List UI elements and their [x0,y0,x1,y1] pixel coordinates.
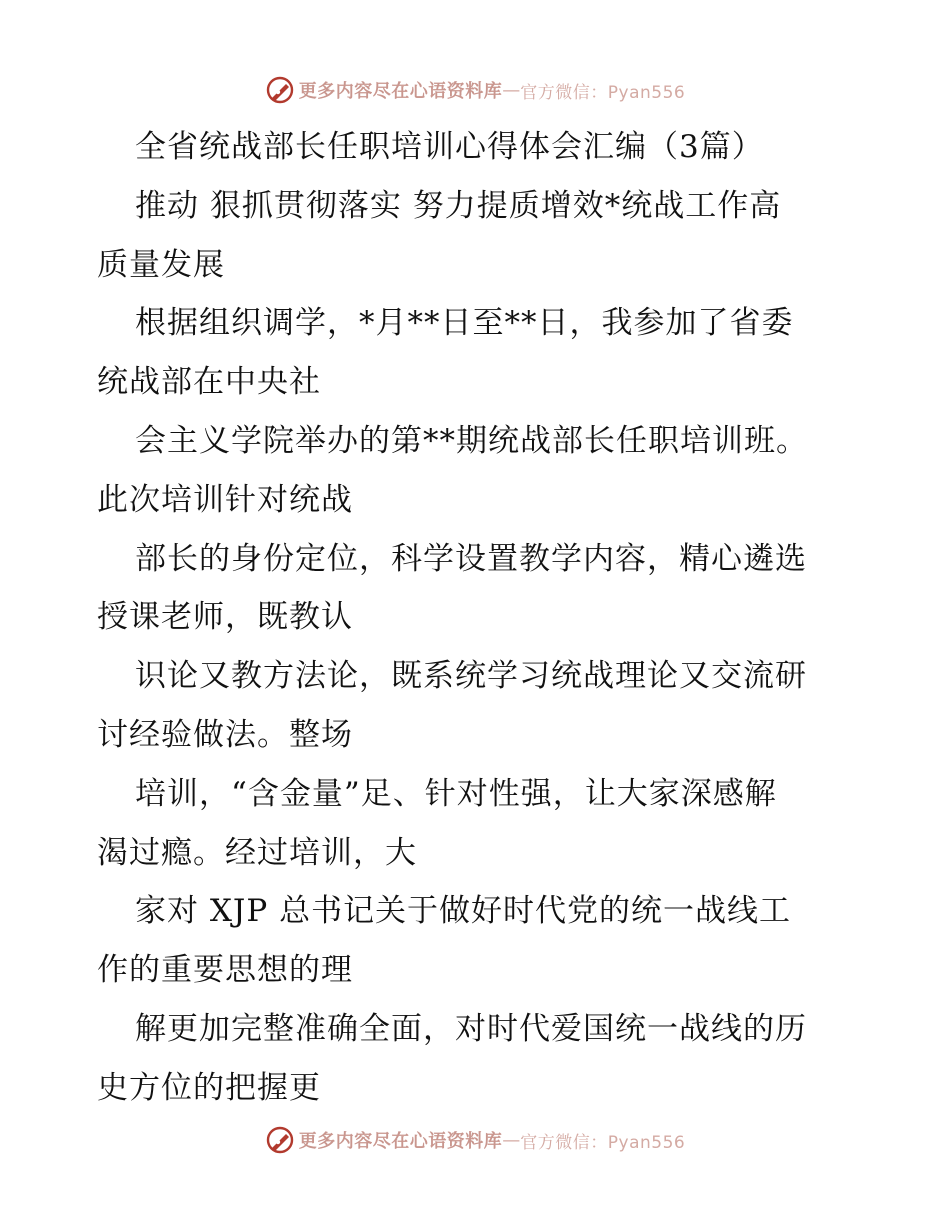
watermark-wechat-text: 官方微信：Pyan556 [520,1132,686,1153]
paragraph-line: 渴过瘾。经过培训，大 [97,834,417,871]
footer-watermark [0,1120,950,1160]
pen-logo-icon [265,75,295,105]
watermark-brand-text: 更多内容尽在心语资料库 [298,81,503,102]
header-watermark [0,70,950,110]
paragraph-line: 推动 狠抓贯彻落实 努力提质增效*统战工作高 [135,187,782,224]
paragraph-line: 此次培训针对统战 [97,481,353,518]
paragraph-line: 授课老师，既教认 [97,599,353,636]
paragraph-line: 根据组织调学，*月**日至**日，我参加了省委 [135,305,794,342]
paragraph-line: 作的重要思想的理 [97,952,353,989]
paragraph-line: 部长的身份定位，科学设置教学内容，精心遴选 [135,540,807,577]
document-body [97,118,867,1118]
paragraph-line: 统战部在中央社 [97,364,321,401]
pen-logo-icon [265,1125,295,1155]
paragraph-line: 培训，“含金量”足、针对性强，让大家深感解 [135,775,777,812]
paragraph-line: 史方位的把握更 [97,1069,321,1106]
paragraph-line: 质量发展 [97,246,225,283]
paragraph-line: 会主义学院举办的第**期统战部长任职培训班。 [135,422,808,459]
watermark-separator: — [502,79,521,101]
paragraph-line: 解更加完整准确全面，对时代爱国统一战线的历 [135,1010,807,1047]
watermark-brand-text: 更多内容尽在心语资料库 [298,1131,503,1152]
paragraph-line: 识论又教方法论，既系统学习统战理论又交流研 [135,658,807,695]
watermark-separator: — [502,1129,521,1151]
paragraph-line: 讨经验做法。整场 [97,716,353,753]
document-title: 全省统战部长任职培训心得体会汇编（3篇） [135,129,764,165]
watermark-wechat-text: 官方微信：Pyan556 [520,82,686,103]
paragraph-line: 家对 XJP 总书记关于做好时代党的统一战线工 [135,893,792,930]
